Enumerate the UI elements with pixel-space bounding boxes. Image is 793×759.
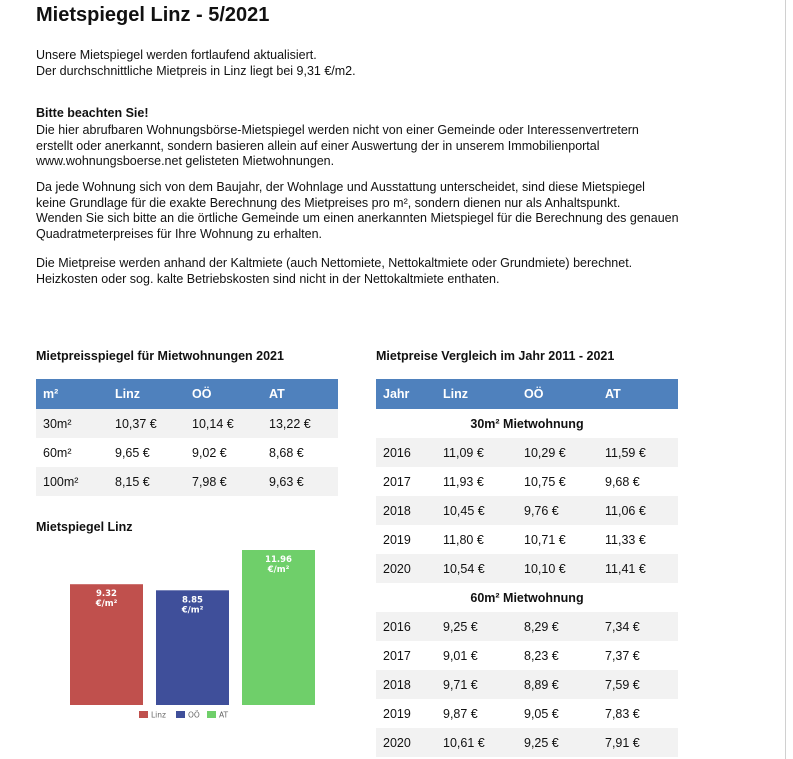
page-edge-divider (785, 0, 786, 759)
table-cell: 10,61 € (436, 728, 517, 757)
bar-unit-label: €/m² (267, 565, 290, 575)
table-row (376, 554, 678, 583)
column-header: m² (36, 379, 108, 409)
bar-unit-label: €/m² (95, 599, 118, 610)
table-cell: 13,22 € (262, 409, 338, 438)
table-cell: 11,09 € (436, 438, 517, 467)
notice-heading: Bitte beachten Sie! (36, 106, 149, 120)
table-cell: 10,10 € (517, 554, 598, 583)
notice-paragraph-3 (36, 256, 632, 287)
table-cell: 9,01 € (443, 648, 478, 663)
table-cell: 9,68 € (605, 474, 640, 489)
table-cell: 10,71 € (524, 532, 566, 547)
text-line: Quadratmeterpreises für Ihre Wohnung zu erhalten. (36, 226, 323, 241)
table-row (376, 496, 678, 525)
table-cell: 9,25 € (517, 728, 598, 757)
table-cell: 11,80 € (443, 532, 484, 547)
page-title: Mietspiegel Linz - 5/2021 (36, 4, 270, 26)
column-header: Jahr (376, 379, 436, 409)
text-line: Heizkosten oder sog. kalte Betriebskosten sind nicht in der Nettokaltmiete enthaten. (36, 271, 500, 286)
table-cell: 9,87 € (443, 706, 478, 721)
table-cell: 9,76 € (517, 496, 598, 525)
bar-value-label: 11.96 (265, 555, 292, 565)
column-header: AT (598, 379, 678, 409)
column-header: Linz (108, 379, 185, 409)
table-cell: 2019 (383, 532, 411, 547)
intro-line: Unsere Mietspiegel werden fortlaufend aktualisiert. (36, 48, 317, 62)
group-header-row (376, 409, 678, 438)
table-cell: 2016 (376, 438, 436, 467)
text-line: Die hier abrufbaren Wohnungsbörse-Mietspiegel werden nicht von einer Gemeinde oder Interessenvertretern (36, 123, 639, 137)
table1-title: Mietpreisspiegel für Mietwohnungen 2021 (36, 349, 284, 363)
group-header-row (376, 583, 678, 612)
table-cell: 7,83 € (605, 706, 640, 721)
table-cell: 8,29 € (517, 612, 598, 641)
table-cell: 2020 (376, 728, 436, 757)
table-cell: 60m² (43, 445, 72, 460)
table-cell: 9,71 € (436, 670, 517, 699)
table-cell: 2020 (376, 554, 436, 583)
text-line: Wenden Sie sich bitte an die örtliche Gemeinde um einen anerkannten Mietspiegel für die Berechnung des genauen (36, 211, 679, 225)
table-cell: 10,14 € (185, 409, 262, 438)
group-label: 30m² Mietwohnung (376, 409, 678, 438)
bar-value-label: 9.32 (96, 589, 117, 600)
table-cell: 2016 (376, 612, 436, 641)
intro-line: Der durchschnittliche Mietpreis in Linz liegt bei 9,31 €/m2. (36, 63, 356, 78)
text-line: Die Mietpreise werden anhand der Kaltmiete (auch Nettomiete, Nettokaltmiete oder Grundmiete) berechnet. (36, 256, 633, 270)
column-header: OÖ (185, 379, 262, 409)
table-cell: 100m² (36, 467, 108, 496)
table-cell: 7,98 € (185, 467, 262, 496)
table-cell: 9,02 € (192, 445, 227, 460)
table-row (376, 438, 678, 467)
table-cell: 9,05 € (524, 706, 559, 721)
bar-unit-label: €/m² (181, 605, 204, 616)
text-line: erstellt oder anerkannt, sondern basieren allein auf einer Auswertung der in unserem Immobilienportal (36, 138, 600, 153)
table-cell: 8,68 € (269, 445, 304, 460)
table-header-row (376, 379, 678, 409)
table-row (376, 670, 678, 699)
table-cell: 2018 (376, 496, 436, 525)
legend-label: OÖ (188, 710, 200, 720)
table-cell: 11,41 € (598, 554, 678, 583)
table-row (376, 728, 678, 757)
table-cell: 8,23 € (524, 648, 559, 663)
table-cell: 9,63 € (262, 467, 338, 496)
table-cell: 7,37 € (605, 648, 640, 663)
table-cell: 8,89 € (517, 670, 598, 699)
table-cell: 2017 (383, 648, 411, 663)
legend-swatch (139, 711, 148, 718)
table-cell: 11,59 € (598, 438, 678, 467)
table-row (36, 438, 338, 467)
table-cell: 10,37 € (108, 409, 185, 438)
table-cell: 10,54 € (436, 554, 517, 583)
table-cell: 10,45 € (436, 496, 517, 525)
table-cell: 2017 (383, 474, 411, 489)
table-cell: 8,15 € (108, 467, 185, 496)
bar-value-label: 8.85 (182, 595, 203, 606)
table-cell: 9,65 € (115, 445, 150, 460)
table-row (36, 467, 338, 496)
table-cell: 30m² (36, 409, 108, 438)
table-row (376, 699, 678, 728)
rent-bar-chart (36, 545, 336, 725)
table-row (376, 612, 678, 641)
legend-swatch (207, 711, 216, 718)
notice-paragraph-2 (36, 180, 679, 242)
legend-label: AT (219, 710, 229, 720)
table-row (36, 409, 338, 438)
rent-comparison-table (376, 379, 678, 757)
table-cell: 7,59 € (598, 670, 678, 699)
table-cell: 10,29 € (517, 438, 598, 467)
column-header: AT (262, 379, 338, 409)
table-cell: 2019 (383, 706, 411, 721)
table-row (376, 525, 678, 554)
chart-title: Mietspiegel Linz (36, 520, 133, 534)
table-cell: 7,91 € (598, 728, 678, 757)
table-cell: 7,34 € (598, 612, 678, 641)
legend-swatch (176, 711, 185, 718)
table-cell: 9,25 € (436, 612, 517, 641)
table-cell: 2018 (376, 670, 436, 699)
rent-table-2021 (36, 379, 338, 496)
intro-text (36, 48, 356, 79)
table-row (376, 641, 678, 670)
text-line: keine Grundlage für die exakte Berechnung des Mietpreises pro m², sondern dienen nur als Anhaltspunkt. (36, 195, 621, 210)
text-line: www.wohnungsboerse.net gelisteten Mietwohnungen. (36, 154, 335, 168)
legend-label: Linz (151, 710, 166, 720)
table-cell: 11,93 € (443, 474, 484, 489)
text-line: Da jede Wohnung sich von dem Baujahr, der Wohnlage und Ausstattung unterscheidet, sind diese Mietspiegel (36, 180, 645, 194)
table-cell: 10,75 € (524, 474, 566, 489)
table-cell: 11,33 € (605, 532, 646, 547)
column-header: OÖ (517, 379, 598, 409)
table2-title: Mietpreise Vergleich im Jahr 2011 - 2021 (376, 349, 615, 363)
notice-paragraph-1 (36, 123, 639, 170)
table-cell: 11,06 € (598, 496, 678, 525)
group-label: 60m² Mietwohnung (376, 583, 678, 612)
column-header: Linz (436, 379, 517, 409)
table-header-row (36, 379, 338, 409)
table-row (376, 467, 678, 496)
